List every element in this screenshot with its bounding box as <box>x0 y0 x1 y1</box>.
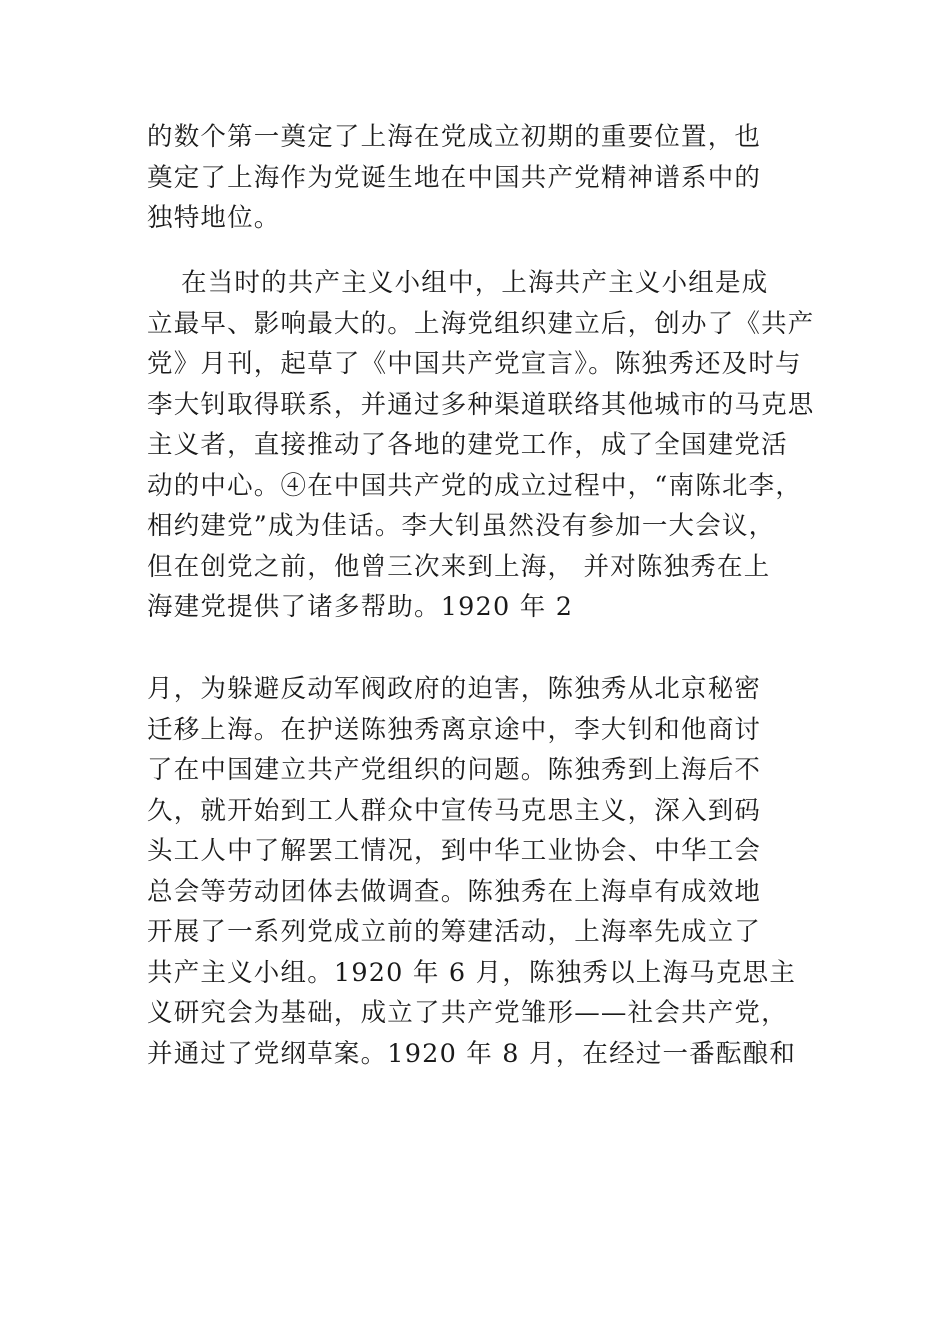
text-line: 党》月刊，起草了《中国共产党宣言》。陈独秀还及时与 <box>147 349 802 379</box>
text-line: 立最早、影响最大的。上海党组织建立后，创办了《共产 <box>147 308 815 339</box>
text-line: 李大钊取得联系，并通过多种渠道联络其他城市的马克思 <box>147 389 815 420</box>
text-line: 了在中国建立共产党组织的问题。陈独秀到上海后不 <box>147 755 762 785</box>
text-line: 在当时的共产主义小组中，上海共产主义小组是成 <box>181 268 769 298</box>
text-line: 开展了一系列党成立前的筹建活动，上海率先成立了 <box>147 917 762 947</box>
text-line: 月，为躲避反动军阀政府的迫害，陈独秀从北京秘密 <box>147 674 762 704</box>
text-line: 久，就开始到工人群众中宣传马克思主义，深入到码 <box>147 795 762 826</box>
paragraph-2 <box>147 263 837 628</box>
text-line: 但在创党之前，他曾三次来到上海， 并对陈独秀在上 <box>147 551 771 582</box>
text-line: 相约建党”成为佳话。李大钊虽然没有参加一大会议， <box>147 511 776 541</box>
text-line: 海建党提供了诸多帮助。1920 年 2 <box>147 592 574 622</box>
text-line: 的数个第一奠定了上海在党成立初期的重要位置，也 <box>147 122 762 152</box>
text-line: 头工人中了解罢工情况，到中华工业协会、中华工会 <box>147 836 762 866</box>
paragraph-1 <box>147 117 837 239</box>
text-line: 迁移上海。在护送陈独秀离京途中，李大钊和他商讨 <box>147 714 762 745</box>
text-line: 总会等劳动团体去做调查。陈独秀在上海卓有成效地 <box>147 876 762 907</box>
text-line: 动的中心。④在中国共产党的成立过程中，“南陈北李， <box>147 470 803 501</box>
text-line: 独特地位。 <box>147 203 281 233</box>
text-line: 并通过了党纲草案。1920 年 8 月，在经过一番酝酿和 <box>147 1038 797 1069</box>
paragraph-3 <box>147 669 837 1074</box>
text-line: 共产主义小组。1920 年 6 月，陈独秀以上海马克思主 <box>147 957 797 988</box>
text-line: 义研究会为基础，成立了共产党雏形——社会共产党， <box>147 998 788 1028</box>
text-line: 主义者，直接推动了各地的建党工作，成了全国建党活 <box>147 430 788 460</box>
text-line: 奠定了上海作为党诞生地在中国共产党精神谱系中的 <box>147 162 762 193</box>
